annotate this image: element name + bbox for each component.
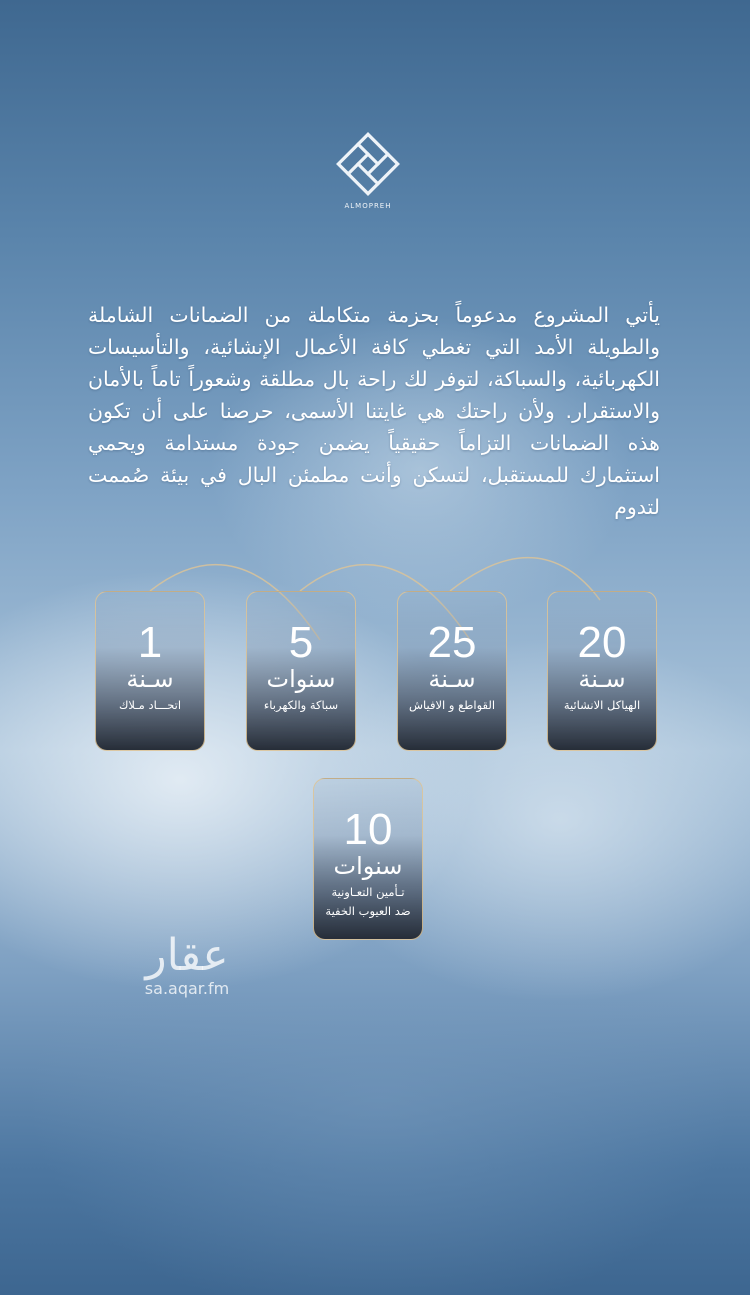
warranty-unit: سنوات bbox=[266, 665, 336, 693]
warranty-number: 1 bbox=[137, 618, 163, 667]
warranty-label: الهياكل الانشائية bbox=[563, 698, 641, 712]
watermark-url: sa.aqar.fm bbox=[144, 979, 230, 998]
warranty-card-insurance bbox=[313, 778, 423, 940]
warranty-label-line2: ضد العيوب الخفية bbox=[325, 904, 411, 918]
warranty-card-owners-association bbox=[95, 591, 205, 751]
warranty-card-structure bbox=[547, 591, 657, 751]
watermark-brand: عقار bbox=[145, 930, 229, 981]
warranty-label: تـأمين التعـاونية bbox=[331, 885, 405, 899]
warranty-label: القواطع و الافياش bbox=[408, 698, 496, 712]
warranty-label: اتحـــاد مـلاك bbox=[118, 698, 182, 712]
warranty-number: 20 bbox=[577, 618, 627, 667]
logo-text: ALMOPREH bbox=[344, 202, 392, 210]
warranty-number: 10 bbox=[343, 805, 393, 854]
warranty-number: 25 bbox=[427, 618, 477, 667]
warranty-card-plumbing bbox=[246, 591, 356, 751]
warranty-label: سباكة والكهرباء bbox=[263, 698, 339, 712]
warranty-unit: سـنة bbox=[578, 665, 626, 693]
warranty-unit: سـنة bbox=[428, 665, 476, 693]
watermark bbox=[122, 930, 252, 998]
warranty-card-switches bbox=[397, 591, 507, 751]
warranty-unit: سـنة bbox=[126, 665, 174, 693]
intro-paragraph: يأتي المشروع مدعوماً بحزمة متكاملة من الضمانات الشاملة والطويلة الأمد التي تغطي كافة الأعمال الإنشائية، والتأسيسات الكهربائية، والسباكة، لتوفر لك راحة بال مطلقة وشعوراً تاماً بالأمان والاستقرار. ولأن راحتك هي غايتنا الأسمى، حرصنا على أن تكون هذه الضمانات التزاماً حقيقياً يضمن جودة مستدامة ويحمي استثمارك للمستقبل، لتسكن وأنت مطمئن البال في بيئة صُممت لتدوم bbox=[88, 302, 660, 519]
logo bbox=[333, 128, 403, 214]
warranty-number: 5 bbox=[288, 618, 314, 667]
warranty-unit: سنوات bbox=[333, 852, 403, 880]
